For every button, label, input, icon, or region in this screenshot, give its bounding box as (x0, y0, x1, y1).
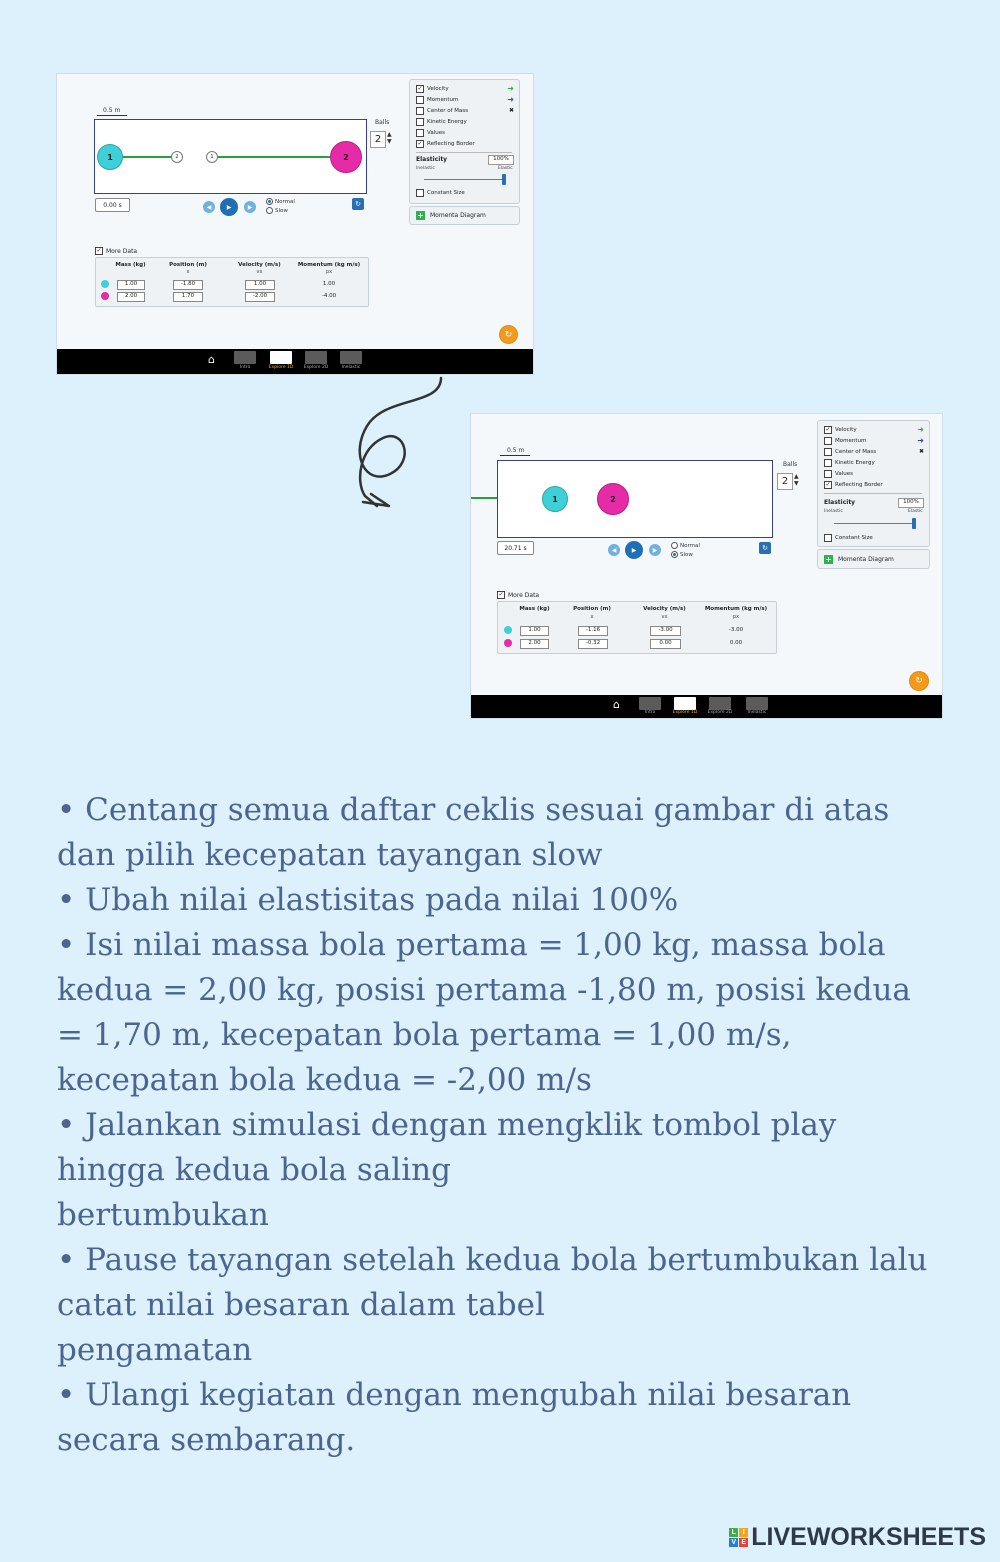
ball-1[interactable]: 1 (542, 486, 568, 512)
momenta-diagram-label: Momenta Diagram (430, 212, 486, 219)
liveworksheets-logo-icon (729, 1528, 748, 1547)
col-header-position: Position (m) (573, 606, 611, 612)
checkbox-icon: ✓ (417, 84, 423, 92)
reset-all-icon[interactable]: ↻ (352, 198, 364, 210)
checkbox-icon: ✓ (498, 591, 504, 598)
tab-inelastic-icon[interactable] (746, 697, 768, 710)
ball-2[interactable]: 2 (597, 483, 629, 515)
time-readout: 0.00 s (95, 198, 130, 212)
speed-slow-radio[interactable] (671, 551, 693, 558)
navigation-bar (471, 695, 942, 718)
subheader-vx: vx (256, 269, 263, 275)
checkbox-icon: ✓ (825, 425, 831, 433)
elasticity-label: Elasticity (416, 156, 448, 163)
ball-1-icon (504, 626, 512, 634)
tab-intro-label[interactable]: Intro (644, 710, 656, 715)
velocity-input[interactable]: 0.00 (650, 639, 681, 649)
momenta-diagram-toggle[interactable] (409, 206, 520, 225)
checkbox-icon (824, 437, 832, 445)
home-icon[interactable]: ⌂ (208, 353, 215, 366)
logo-letter: E (739, 1538, 748, 1547)
instruction-item: • Jalankan simulasi dengan mengklik tombol play hingga kedua bola saling (57, 1107, 837, 1188)
play-button[interactable]: ▶ (220, 198, 238, 216)
elasticity-slider-thumb[interactable] (912, 518, 916, 529)
momentum-arrow-icon: ➜ (917, 436, 924, 445)
checkbox-label: Momentum (427, 96, 459, 103)
radio-icon (266, 198, 273, 205)
radio-icon (266, 207, 273, 214)
speed-normal-radio[interactable] (671, 542, 700, 549)
instruction-item: • Isi nilai massa bola pertama = 1,00 kg, massa bola kedua = 2,00 kg, posisi pertama -1,80 m, posisi kedua = 1,70 m, kecepatan bola pertama = 1,00 m/s, kecepatan bola kedua = -2,00 m/s (57, 927, 911, 1098)
checkbox-constant-size[interactable] (824, 532, 873, 543)
tab-inelastic-label[interactable]: Inelastic (747, 710, 767, 715)
checkbox-reflecting-border[interactable] (416, 138, 514, 149)
balls-spinner-arrows[interactable]: ▲ ▼ (387, 131, 392, 145)
ball-2-icon (101, 292, 109, 300)
scale-label: 0.5 m (103, 107, 121, 114)
logo-letter: I (739, 1528, 748, 1537)
tab-explore-2d-label[interactable]: Explore 2D (303, 365, 329, 370)
tab-explore-1d-label[interactable]: Explore 1D (268, 365, 294, 370)
tab-explore-2d-icon[interactable] (305, 351, 327, 364)
navigation-bar (57, 349, 533, 374)
liveworksheets-logo (729, 1523, 986, 1552)
checkbox-icon: ✓ (825, 480, 831, 488)
radio-icon (671, 551, 678, 558)
position-input[interactable]: -1.80 (173, 280, 203, 290)
checkbox-icon: ✓ (96, 247, 102, 254)
velocity-input[interactable]: -2.00 (245, 292, 275, 302)
instruction-item: • Ubah nilai elastisitas pada nilai 100% (57, 882, 679, 918)
checkbox-values[interactable] (416, 127, 514, 138)
momentum-arrow-icon: ➜ (507, 95, 514, 104)
ghost-ball: 1 (206, 151, 218, 163)
ball-2-icon (504, 639, 512, 647)
checkbox-label: Velocity (835, 426, 857, 433)
checkbox-kinetic-energy[interactable] (416, 116, 514, 127)
step-forward-button[interactable]: ▶ (244, 201, 256, 213)
elasticity-value[interactable]: 100% (488, 155, 514, 165)
balls-count[interactable]: 2 (370, 131, 386, 148)
scale-bar (97, 115, 127, 116)
checkbox-momentum[interactable] (416, 94, 514, 105)
momenta-diagram-toggle[interactable] (817, 549, 930, 569)
balls-count[interactable]: 2 (777, 473, 793, 490)
speed-slow-label: Slow (680, 551, 693, 558)
mass-input[interactable]: 1.00 (520, 626, 549, 636)
checkbox-label: Constant Size (835, 534, 873, 541)
ball-1[interactable]: 1 (97, 144, 123, 170)
checkbox-constant-size[interactable] (416, 187, 465, 198)
logo-letter: V (729, 1538, 738, 1547)
play-area[interactable] (94, 119, 367, 194)
balls-spinner-arrows[interactable]: ▲ ▼ (794, 473, 799, 487)
center-of-mass-icon: ✖ (508, 107, 514, 114)
ball-1-icon (101, 280, 109, 288)
instruction-item: • Centang semua daftar ceklis sesuai gambar di atas dan pilih kecepatan tayangan slow (57, 792, 890, 873)
refresh-icon[interactable]: ↻ (500, 326, 517, 343)
more-data-checkbox[interactable] (95, 247, 137, 255)
ghost-ball: 2 (171, 151, 183, 163)
velocity-input[interactable]: 1.00 (245, 280, 275, 290)
radio-icon (671, 542, 678, 549)
checkbox-values[interactable] (824, 468, 924, 479)
tab-explore-1d-icon[interactable] (270, 351, 292, 364)
inelastic-label: Inelastic (824, 509, 843, 514)
checkbox-label: Values (835, 470, 853, 477)
velocity-input[interactable]: -3.00 (650, 626, 681, 636)
col-header-position: Position (m) (169, 262, 207, 268)
reset-all-icon[interactable]: ↻ (759, 542, 771, 554)
instruction-item: pengamatan (57, 1332, 253, 1368)
position-input[interactable]: -0.32 (578, 639, 608, 649)
subheader-px: px (732, 614, 740, 620)
mass-input[interactable]: 2.00 (117, 292, 145, 302)
scale-bar (500, 455, 530, 456)
speed-slow-label: Slow (275, 207, 288, 214)
subheader-x: x (186, 269, 190, 275)
velocity-arrow-icon: ➜ (507, 84, 514, 93)
divider (824, 493, 922, 494)
checkbox-label: Reflecting Border (427, 140, 475, 147)
checkbox-icon (416, 96, 424, 104)
tab-intro-icon[interactable] (234, 351, 256, 364)
checkbox-icon (824, 534, 832, 542)
simulation-screenshot-after (471, 414, 942, 718)
divider (416, 152, 512, 153)
momentum-value: 1.00 (322, 281, 336, 287)
instruction-item: bertumbukan (57, 1197, 269, 1233)
home-icon[interactable]: ⌂ (613, 698, 620, 711)
tab-intro-label[interactable]: Intro (239, 365, 251, 370)
tab-explore-2d-label[interactable]: Explore 2D (707, 710, 733, 715)
checkbox-label: Momentum (835, 437, 867, 444)
col-header-momentum: Momentum (kg m/s) (297, 262, 361, 268)
refresh-icon[interactable]: ↻ (910, 672, 928, 690)
velocity-arrow-icon: ➜ (917, 425, 924, 434)
checkbox-icon: ✓ (417, 139, 423, 147)
subheader-px: px (325, 269, 333, 275)
plus-icon: + (417, 211, 424, 220)
subheader-vx: vx (661, 614, 668, 620)
tab-explore-1d-icon[interactable] (674, 697, 696, 710)
time-readout: 20.71 s (497, 541, 534, 555)
ball-2[interactable]: 2 (330, 141, 362, 173)
plus-icon: + (825, 554, 832, 564)
step-back-button[interactable]: ◀ (203, 201, 215, 213)
more-data-checkbox[interactable] (497, 591, 539, 599)
inelastic-label: Inelastic (416, 166, 435, 171)
speed-slow-radio[interactable] (266, 207, 288, 214)
checkbox-label: Kinetic Energy (427, 118, 467, 125)
elasticity-label: Elasticity (824, 499, 856, 506)
position-input[interactable]: 1.70 (173, 292, 203, 302)
data-table (95, 257, 369, 307)
checkbox-icon (824, 448, 832, 456)
tab-inelastic-icon[interactable] (340, 351, 362, 364)
tab-explore-1d-label[interactable]: Explore 1D (672, 710, 698, 715)
momentum-value: 0.00 (729, 640, 743, 646)
col-header-mass: Mass (kg) (115, 262, 146, 268)
tab-explore-2d-icon[interactable] (709, 697, 731, 710)
checkbox-velocity[interactable] (824, 424, 924, 435)
mass-input[interactable]: 2.00 (520, 639, 549, 649)
scale-label: 0.5 m (507, 447, 525, 454)
checkbox-label: Velocity (427, 85, 449, 92)
instruction-item: • Ulangi kegiatan dengan mengubah nilai besaran secara sembarang. (57, 1377, 852, 1458)
checkbox-icon (824, 470, 832, 478)
elastic-label: Elastic (498, 166, 513, 171)
position-input[interactable]: -1.16 (578, 626, 608, 636)
elasticity-slider-thumb[interactable] (502, 174, 506, 185)
checkbox-center-of-mass[interactable] (824, 446, 924, 457)
logo-letter: L (729, 1528, 738, 1537)
momentum-value: -3.00 (728, 627, 744, 633)
checkbox-icon (824, 459, 832, 467)
more-data-label: More Data (508, 591, 540, 599)
col-header-velocity: Velocity (m/s) (643, 606, 686, 612)
momenta-diagram-label: Momenta Diagram (838, 555, 894, 563)
checkbox-momentum[interactable] (824, 435, 924, 446)
checkbox-label: Center of Mass (835, 448, 877, 455)
instruction-list (57, 788, 943, 1463)
balls-label: Balls (375, 119, 390, 126)
mass-input[interactable]: 1.00 (117, 280, 145, 290)
data-table (497, 601, 777, 654)
velocity-vector-ball2 (213, 156, 345, 158)
checkbox-label: Constant Size (427, 189, 465, 196)
options-panel (817, 420, 930, 547)
col-header-mass: Mass (kg) (519, 606, 550, 612)
play-button[interactable]: ▶ (625, 541, 643, 559)
checkbox-icon (416, 118, 424, 126)
subheader-x: x (590, 614, 594, 620)
play-area[interactable] (497, 460, 773, 538)
elasticity-slider-track[interactable] (834, 523, 916, 524)
speed-normal-label: Normal (275, 198, 295, 205)
checkbox-label: Reflecting Border (835, 481, 883, 488)
elastic-label: Elastic (908, 509, 923, 514)
elasticity-value[interactable]: 100% (898, 498, 924, 508)
brand-name: LIVEWORKSHEETS (751, 1523, 986, 1551)
checkbox-center-of-mass[interactable] (416, 105, 514, 116)
step-forward-button[interactable]: ▶ (649, 544, 661, 556)
instruction-item: • Pause tayangan setelah kedua bola bertumbukan lalu catat nilai besaran dalam tabel (57, 1242, 928, 1323)
step-back-button[interactable]: ◀ (608, 544, 620, 556)
momentum-value: -4.00 (321, 293, 337, 299)
speed-normal-label: Normal (680, 542, 700, 549)
checkbox-label: Values (427, 129, 445, 136)
tab-intro-icon[interactable] (639, 697, 661, 710)
col-header-momentum: Momentum (kg m/s) (704, 606, 768, 612)
checkbox-icon (416, 129, 424, 137)
simulation-screenshot-before (57, 74, 533, 374)
checkbox-velocity[interactable] (416, 83, 514, 94)
checkbox-kinetic-energy[interactable] (824, 457, 924, 468)
col-header-velocity: Velocity (m/s) (238, 262, 281, 268)
checkbox-icon (416, 107, 424, 115)
checkbox-label: Center of Mass (427, 107, 469, 114)
curly-arrow-icon (345, 376, 455, 516)
tab-inelastic-label[interactable]: Inelastic (341, 365, 361, 370)
elasticity-slider-track[interactable] (424, 179, 506, 180)
options-panel (409, 79, 520, 204)
more-data-label: More Data (106, 247, 138, 255)
center-of-mass-icon: ✖ (918, 448, 924, 455)
checkbox-icon (416, 189, 424, 197)
checkbox-reflecting-border[interactable] (824, 479, 924, 490)
speed-normal-radio[interactable] (266, 198, 295, 205)
balls-label: Balls (783, 461, 798, 468)
checkbox-label: Kinetic Energy (835, 459, 875, 466)
